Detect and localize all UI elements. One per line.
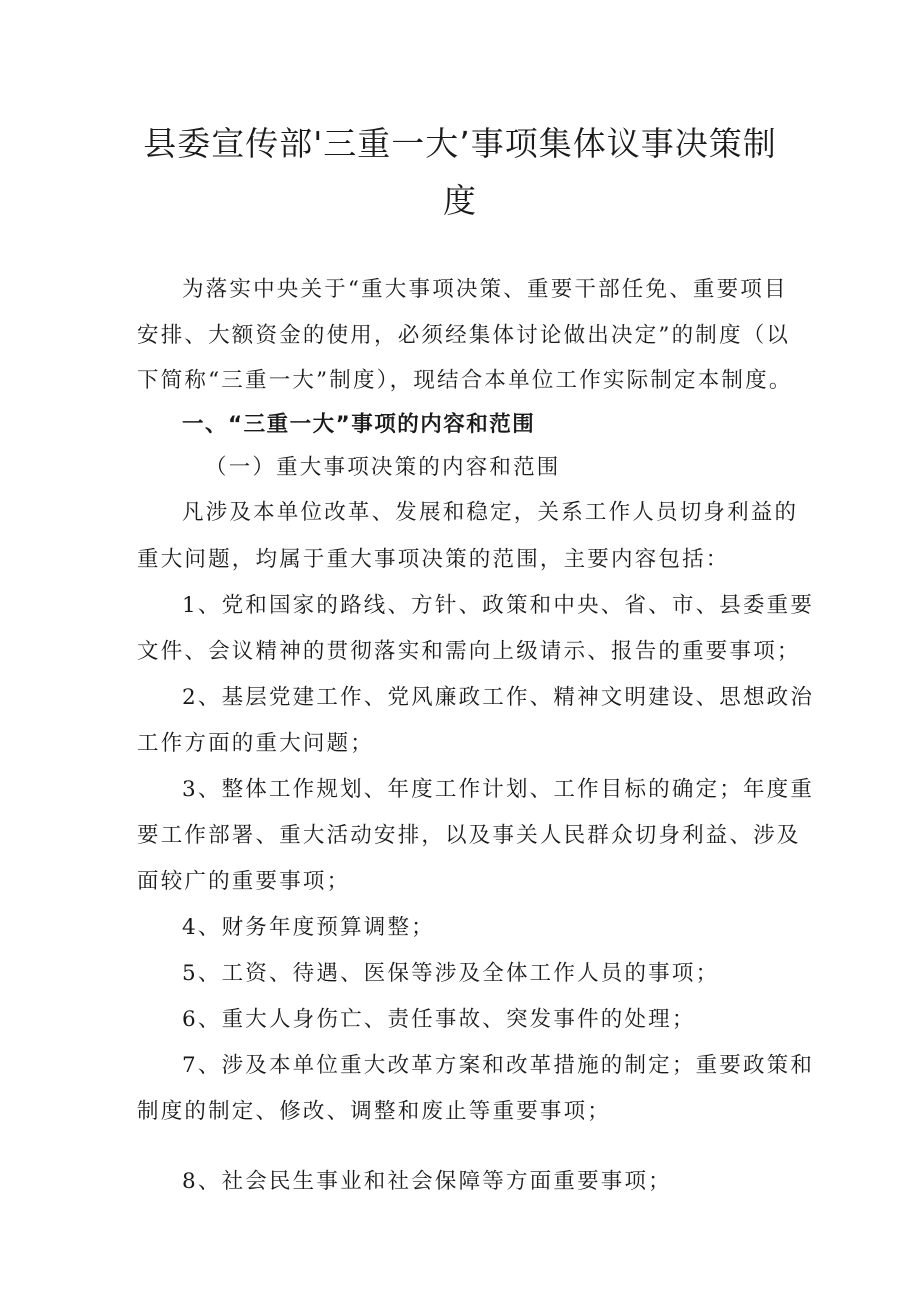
list-item-2-line: 2、基层党建工作、党风廉政工作、精神文明建设、思想政治 xyxy=(182,685,815,710)
intro-paragraph-line: 安排、大额资金的使用，必须经集体讨论做出决定”的制度（以 xyxy=(137,323,791,348)
list-item-5: 5、工资、待遇、医保等涉及全体工作人员的事项； xyxy=(182,961,720,986)
list-item-7-line: 制度的制定、修改、调整和废止等重要事项； xyxy=(137,1099,612,1124)
subsection-heading: （一）重大事项决策的内容和范围 xyxy=(205,455,561,480)
list-item-6: 6、重大人身伤亡、责任事故、突发事件的处理； xyxy=(182,1007,696,1032)
list-item-8: 8、社会民生事业和社会保障等方面重要事项； xyxy=(182,1169,672,1194)
list-item-1-line: 文件、会议精神的贯彻落实和需向上级请示、报告的重要事项； xyxy=(137,639,801,664)
scope-paragraph-line: 重大问题，均属于重大事项决策的范围，主要内容包括： xyxy=(137,547,730,572)
section-heading: 一、“三重一大”事项的内容和范围 xyxy=(182,412,536,437)
list-item-1-line: 1、党和国家的路线、方针、政策和中央、省、市、县委重要 xyxy=(182,593,815,618)
list-item-3-line: 要工作部署、重大活动安排，以及事关人民群众切身利益、涉及 xyxy=(137,823,801,848)
list-item-7-line: 7、涉及本单位重大改革方案和改革措施的制定；重要政策和 xyxy=(182,1053,815,1078)
document-title-line-1: 县委宣传部'三重一大’事项集体议事决策制 xyxy=(143,124,777,163)
intro-paragraph-line: 为落实中央关于“重大事项决策、重要干部任免、重要项目 xyxy=(182,277,788,302)
document-title-line-2: 度 xyxy=(443,181,477,220)
list-item-2-line: 工作方面的重大问题； xyxy=(137,731,375,756)
list-item-3-line: 3、整体工作规划、年度工作计划、工作目标的确定；年度重 xyxy=(182,777,815,802)
list-item-4: 4、财务年度预算调整； xyxy=(182,915,435,940)
list-item-3-line: 面较广的重要事项； xyxy=(137,869,351,894)
intro-paragraph-line: 下简称“三重一大”制度），现结合本单位工作实际制定本制度。 xyxy=(137,368,793,393)
scope-paragraph-line: 凡涉及本单位改革、发展和稳定，关系工作人员切身利益的 xyxy=(182,500,799,525)
